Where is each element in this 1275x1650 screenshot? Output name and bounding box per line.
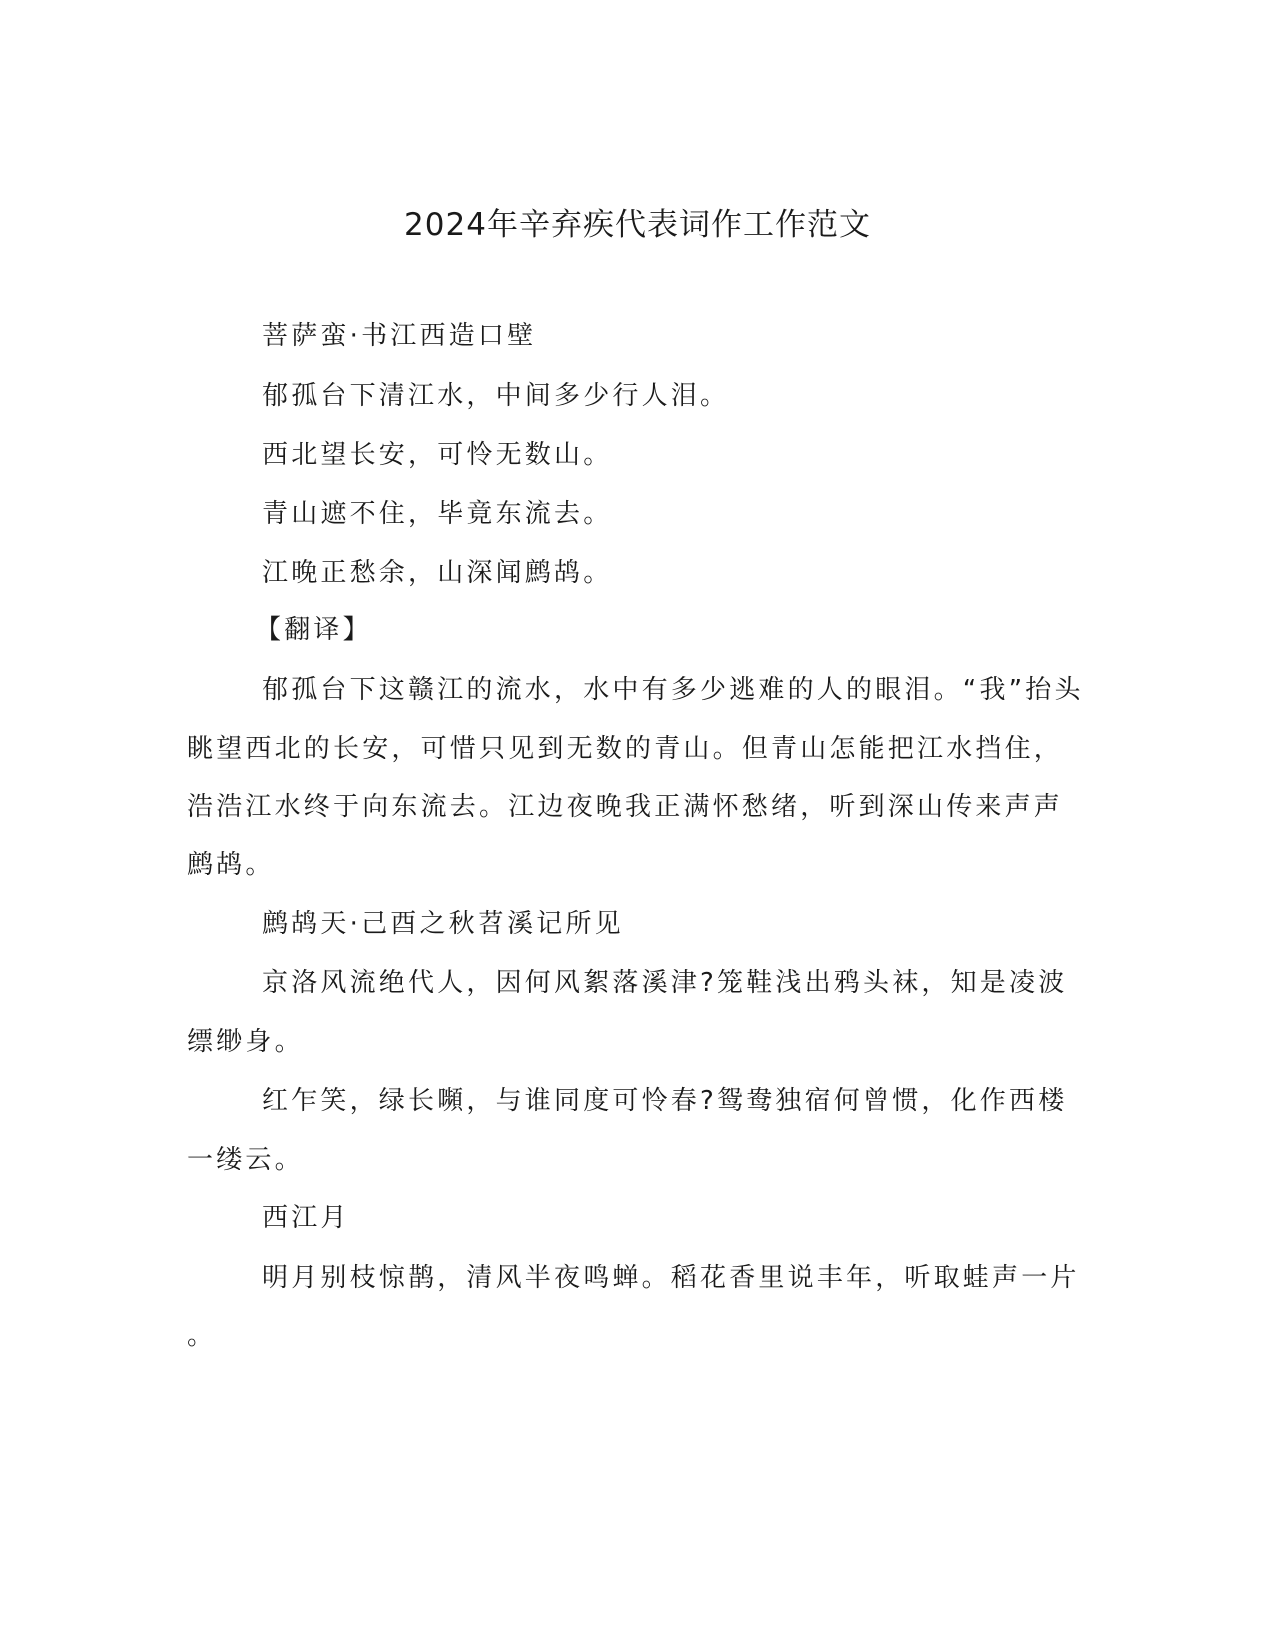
poem-paragraph-line: 京洛风流绝代人，因何风絮落溪津?笼鞋浅出鸦头袜，知是凌波 <box>262 968 1068 998</box>
translation-paragraph-line: 郁孤台下这赣江的流水，水中有多少逃难的人的眼泪。“我”抬头 <box>262 675 1084 705</box>
poem-paragraph-line: 红乍笑，绿长嚬，与谁同度可怜春?鸳鸯独宿何曾惯，化作西楼 <box>262 1086 1068 1116</box>
poem-paragraph-line: 。 <box>187 1321 217 1351</box>
poem-paragraph-line: 一缕云。 <box>187 1145 304 1175</box>
poem-line: 西北望长安，可怜无数山。 <box>262 440 613 470</box>
poem-paragraph-line: 明月别枝惊鹊，清风半夜鸣蝉。稻花香里说丰年，听取蛙声一片 <box>262 1263 1080 1293</box>
page-title: 2024年辛弃疾代表词作工作范文 <box>404 207 871 243</box>
poem-line: 江晚正愁余，山深闻鹧鸪。 <box>262 558 613 588</box>
translation-paragraph-line: 眺望西北的长安，可惜只见到无数的青山。但青山怎能把江水挡住， <box>187 734 1064 764</box>
poem-paragraph-line: 缥缈身。 <box>187 1027 304 1057</box>
poem-title-pusaman: 菩萨蛮·书江西造口壁 <box>262 321 537 351</box>
translation-paragraph-line: 鹧鸪。 <box>187 850 275 880</box>
translation-heading: 【翻译】 <box>255 615 372 645</box>
poem-title-zhegutian: 鹧鸪天·己酉之秋苕溪记所见 <box>262 909 624 939</box>
translation-paragraph-line: 浩浩江水终于向东流去。江边夜晚我正满怀愁绪，听到深山传来声声 <box>187 792 1064 822</box>
poem-line: 青山遮不住，毕竟东流去。 <box>262 499 613 529</box>
poem-title-xijiangyue: 西江月 <box>262 1203 350 1233</box>
poem-line: 郁孤台下清江水，中间多少行人泪。 <box>262 381 730 411</box>
